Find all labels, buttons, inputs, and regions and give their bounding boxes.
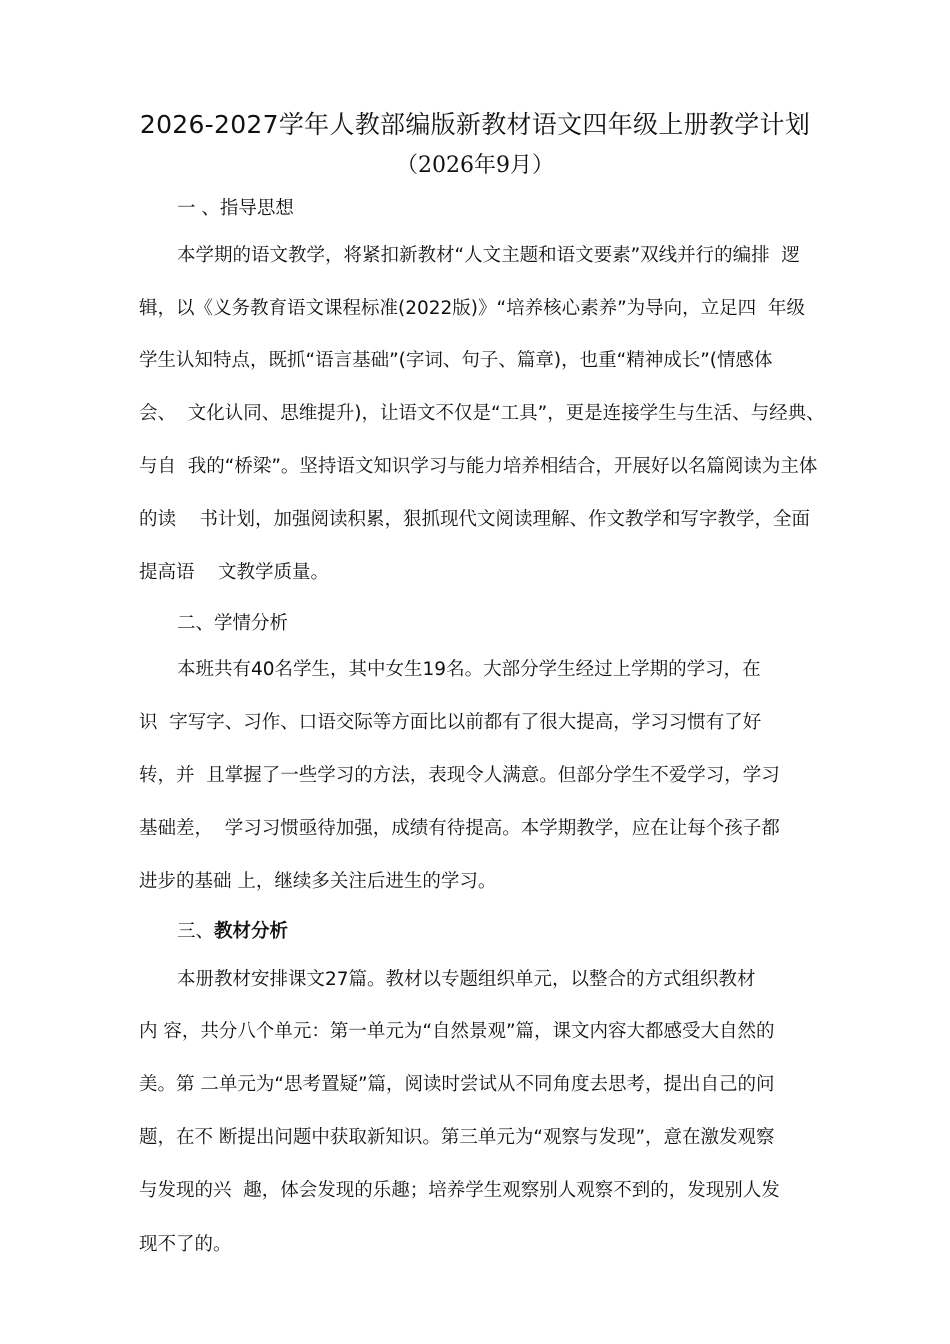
paragraph-line: 识 字写字、习作、口语交际等方面比以前都有了很大提高，学习习惯有了好	[139, 712, 762, 733]
section-heading-student-analysis: 二、学情分析	[177, 613, 289, 634]
section-heading-guiding-ideology: 一 、指导思想	[177, 198, 294, 219]
document-title: 2026-2027学年人教部编版新教材语文四年级上册教学计划	[139, 110, 811, 139]
paragraph-line: 的读 书计划，加强阅读积累，狠抓现代文阅读理解、作文教学和写字教学，全面	[139, 509, 811, 530]
paragraph-line: 本册教材安排课文27篇。教材以专题组织单元，以整合的方式组织教材	[177, 969, 756, 990]
paragraph-line: 与自 我的“桥梁”。坚持语文知识学习与能力培养相结合，开展好以名篇阅读为主体	[139, 456, 818, 477]
paragraph-line: 内 容，共分八个单元：第一单元为“自然景观”篇，课文内容大都感受大自然的	[139, 1021, 775, 1042]
paragraph-line: 现不了的。	[139, 1234, 232, 1255]
paragraph-line: 学生认知特点，既抓“语言基础”(字词、句子、篇章)，也重“精神成长”(情感体	[139, 350, 773, 371]
section-heading-prefix: 三、	[177, 921, 215, 942]
paragraph-line: 题，在不 断提出问题中获取新知识。第三单元为“观察与发现”，意在激发观察	[139, 1127, 775, 1148]
paragraph-line: 基础差， 学习习惯亟待加强，成绩有待提高。本学期教学，应在让每个孩子都	[139, 818, 780, 839]
paragraph-line: 提高语 文教学质量。	[139, 562, 330, 583]
section-heading-textbook-analysis	[177, 919, 288, 945]
document-subtitle: （2026年9月）	[396, 153, 554, 178]
paragraph-line: 辑，以《义务教育语文课程标准(2022版)》“培养核心素养”为导向，立足四 年级	[139, 298, 805, 319]
paragraph-line: 进步的基础 上，继续多关注后进生的学习。	[139, 871, 497, 892]
paragraph-line: 本班共有40名学生，其中女生19名。大部分学生经过上学期的学习，在	[177, 659, 761, 680]
paragraph-line: 会、 文化认同、思维提升)，让语文不仅是“工具”，更是连接学生与生活、与经典、	[139, 403, 825, 424]
paragraph-line: 转，并 且掌握了一些学习的方法，表现令人满意。但部分学生不爱学习，学习	[139, 765, 780, 786]
section-heading-text: 教材分析	[214, 921, 289, 942]
paragraph-line: 美。第 二单元为“思考置疑”篇，阅读时尝试从不同角度去思考，提出自己的问	[139, 1074, 775, 1095]
paragraph-line: 与发现的兴 趣，体会发现的乐趣；培养学生观察别人观察不到的，发现别人发	[139, 1180, 780, 1201]
paragraph-line: 本学期的语文教学，将紧扣新教材“人文主题和语文要素”双线并行的编排 逻	[177, 245, 800, 266]
